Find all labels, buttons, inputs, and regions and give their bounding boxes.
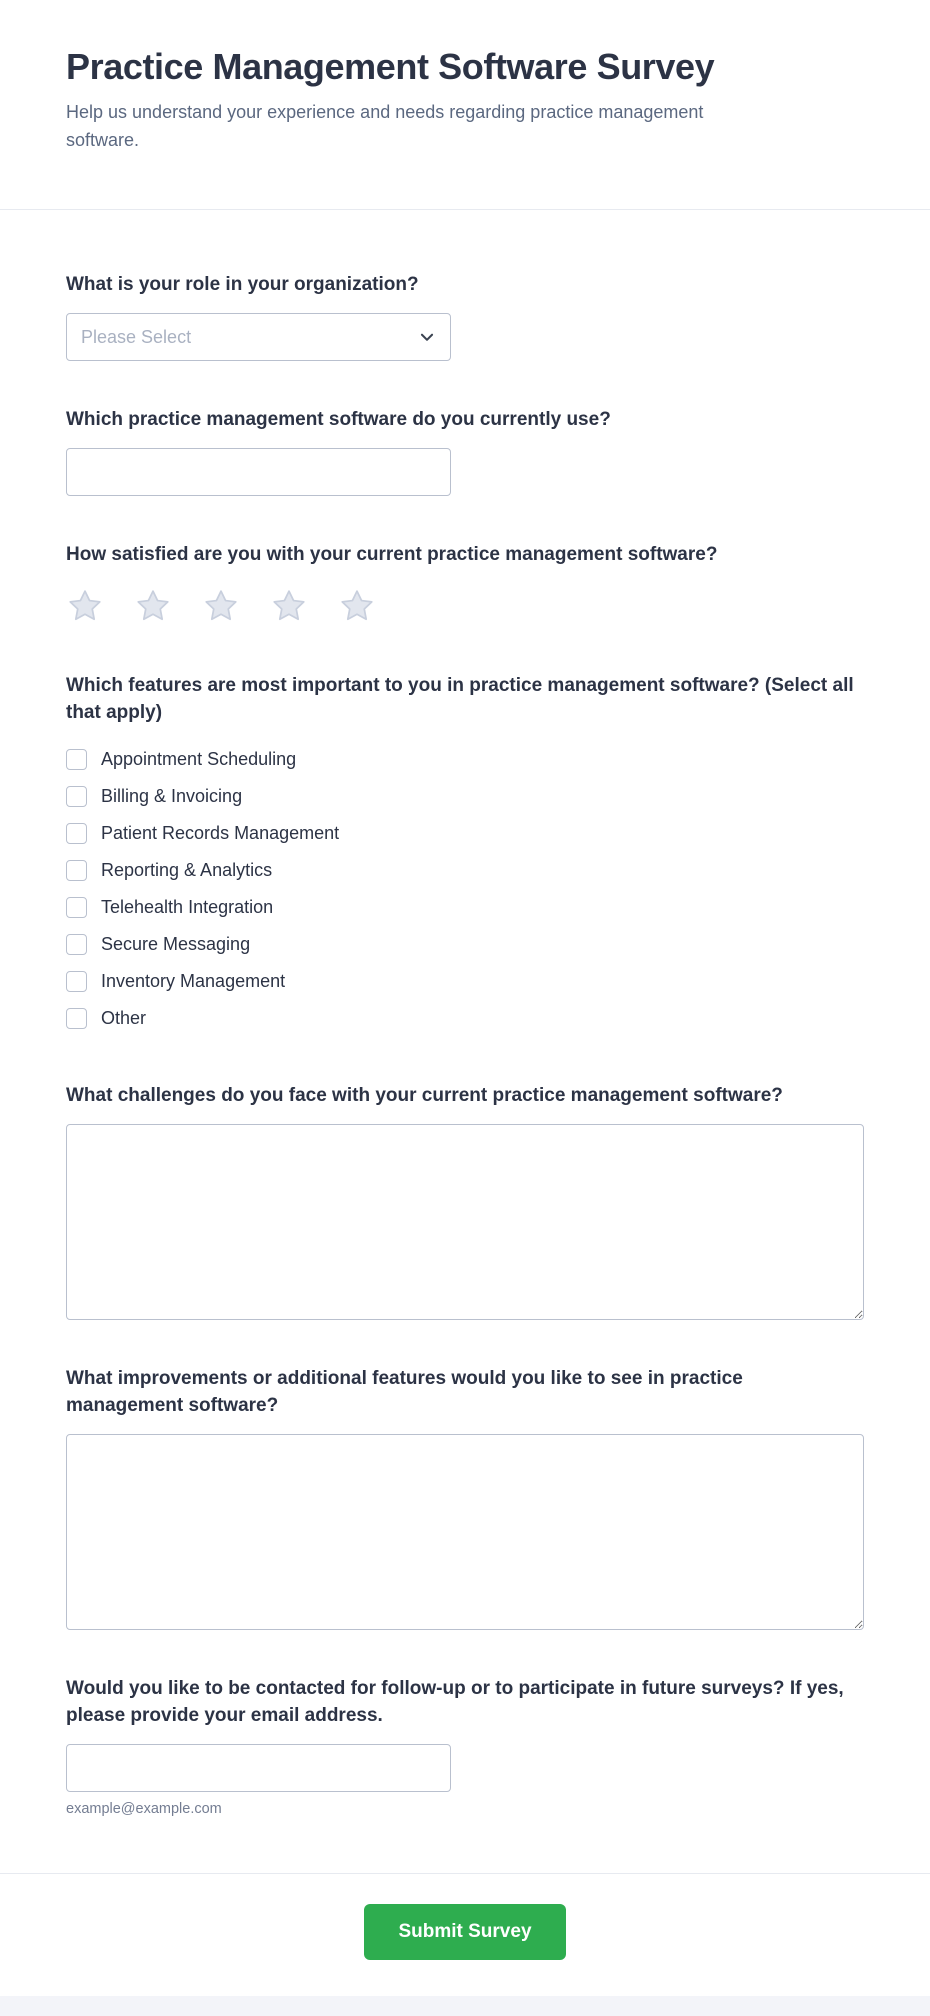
option-label: Billing & Invoicing [101, 785, 243, 806]
role-select[interactable] [66, 313, 451, 361]
option-label: Secure Messaging [101, 933, 251, 954]
option-label: Patient Records Management [101, 822, 340, 843]
form-title: Practice Management Software Survey [66, 46, 715, 87]
option-label: Appointment Scheduling [101, 748, 297, 769]
question-contact-email [66, 1676, 864, 1817]
question-current-software-label: Which practice management software do you currently use? [66, 409, 611, 431]
star-icon-4[interactable] [270, 587, 308, 625]
chevron-down-icon [418, 328, 436, 346]
option-label: Telehealth Integration [101, 896, 274, 917]
question-contact-email-label: Would you like to be contacted for follow-up or to participate in future surveys? If yes, please provide your email address. [66, 1677, 844, 1726]
question-improvements-label: What improvements or additional features would you like to see in practice management software? [66, 1367, 743, 1416]
checkbox[interactable] [66, 897, 87, 918]
question-role [66, 272, 864, 361]
improvements-textarea[interactable] [66, 1434, 864, 1630]
feature-option-telehealth-integration[interactable] [66, 889, 864, 926]
question-satisfaction-label: How satisfied are you with your current practice management software? [66, 544, 718, 566]
form-footer [0, 1873, 930, 1996]
role-select-placeholder: Please Select [81, 326, 192, 347]
challenges-textarea[interactable] [66, 1124, 864, 1320]
contact-email-input[interactable] [66, 1744, 451, 1792]
feature-option-billing-invoicing[interactable] [66, 778, 864, 815]
star-icon-3[interactable] [202, 587, 240, 625]
current-software-input[interactable] [66, 448, 451, 496]
checkbox[interactable] [66, 786, 87, 807]
checkbox[interactable] [66, 860, 87, 881]
feature-option-appointment-scheduling[interactable] [66, 741, 864, 778]
star-icon-2[interactable] [134, 587, 172, 625]
checkbox[interactable] [66, 971, 87, 992]
form-subtitle: Help us understand your experience and needs regarding practice management software. [66, 102, 704, 151]
page-background [0, 1996, 930, 2016]
question-challenges-label: What challenges do you face with your current practice management software? [66, 1085, 783, 1107]
question-improvements [66, 1366, 864, 1630]
feature-option-other[interactable] [66, 1000, 864, 1037]
question-role-label: What is your role in your organization? [66, 274, 419, 296]
question-challenges [66, 1083, 864, 1320]
option-label: Inventory Management [101, 970, 286, 991]
features-options-list [66, 741, 864, 1037]
option-label: Other [101, 1007, 147, 1028]
feature-option-inventory-management[interactable] [66, 963, 864, 1000]
feature-option-reporting-analytics[interactable] [66, 852, 864, 889]
feature-option-patient-records[interactable] [66, 815, 864, 852]
email-example-helper: example@example.com [66, 1800, 222, 1817]
checkbox[interactable] [66, 1008, 87, 1029]
question-features [66, 673, 864, 1037]
submit-button[interactable]: Submit Survey [364, 1904, 565, 1960]
feature-option-secure-messaging[interactable] [66, 926, 864, 963]
form-body [0, 210, 930, 1873]
checkbox[interactable] [66, 823, 87, 844]
question-features-label: Which features are most important to you in practice management software? (Select all that apply) [66, 675, 854, 724]
checkbox[interactable] [66, 934, 87, 955]
question-satisfaction [66, 542, 864, 627]
star-icon-1[interactable] [66, 587, 104, 625]
star-icon-5[interactable] [338, 587, 376, 625]
form-header [0, 0, 930, 209]
checkbox[interactable] [66, 749, 87, 770]
star-rating [66, 583, 864, 627]
question-current-software [66, 407, 864, 496]
option-label: Reporting & Analytics [101, 859, 273, 880]
